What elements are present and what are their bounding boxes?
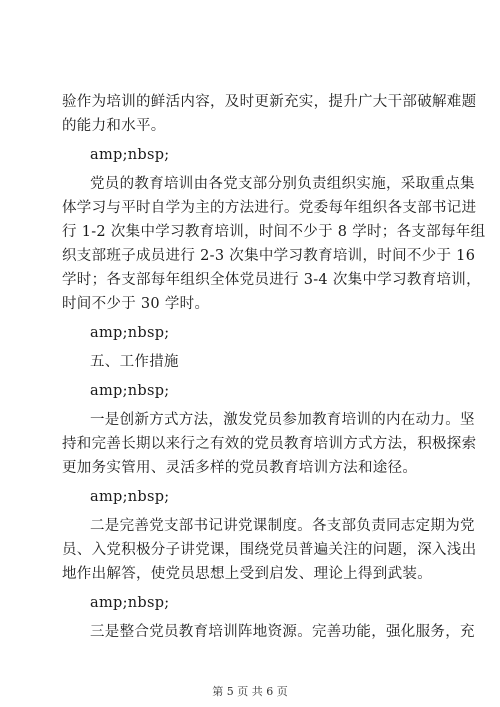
paragraph: [62, 379, 442, 403]
text-line: 验作为培训的鲜活内容，及时更新充实，提升广大干部破解难题: [62, 94, 477, 110]
paragraph: [62, 514, 477, 586]
text-line: amp;nbsp;: [90, 325, 170, 341]
text-line: 二是完善党支部书记讲党课制度。各支部负责同志定期为党: [90, 518, 475, 534]
paragraph: [62, 591, 442, 615]
text-line: 体学习与平时自学为主的方法进行。党委每年组织各支部书记进: [62, 200, 477, 216]
text-line: 时间不少于 30 学时。: [62, 296, 210, 312]
text-line: amp;nbsp;: [90, 595, 170, 611]
paragraph: [62, 143, 442, 167]
text-line: 学时；各支部每年组织全体党员进行 3-4 次集中学习教育培训，: [62, 272, 481, 288]
text-line: 的能力和水平。: [62, 118, 166, 134]
text-line: 三是整合党员教育培训阵地资源。完善功能，强化服务，充: [90, 624, 475, 640]
text-line: 党员的教育培训由各党支部分别负责组织实施，采取重点集: [90, 176, 475, 192]
text-line: 一是创新方式方法，激发党员参加教育培训的内在动力。坚: [90, 412, 475, 428]
paragraph: [62, 172, 486, 316]
document-body: [62, 90, 486, 649]
paragraph: [62, 90, 477, 138]
text-line: 行 1-2 次集中学习教育培训，时间不少于 8 学时；各支部每年组: [62, 224, 486, 240]
paragraph: [62, 350, 442, 374]
paragraph: [62, 408, 477, 480]
paragraph: [62, 620, 475, 644]
text-line: amp;nbsp;: [90, 489, 170, 505]
text-line: amp;nbsp;: [90, 383, 170, 399]
text-line: 地作出解答，使党员思想上受到启发、理论上得到武装。: [62, 566, 432, 582]
text-line: 织支部班子成员进行 2-3 次集中学习教育培训，时间不少于 16: [62, 248, 476, 264]
paragraph: [62, 485, 442, 509]
paragraph: [62, 321, 442, 345]
text-line: 更加务实管用、灵活多样的党员教育培训方法和途径。: [62, 460, 418, 476]
text-line: 持和完善长期以来行之有效的党员教育培训方式方法，积极探索: [62, 436, 477, 452]
text-line: amp;nbsp;: [90, 147, 170, 163]
text-line: 五、工作措施: [90, 354, 179, 370]
text-line: 员、入党积极分子讲党课，围绕党员普遍关注的问题，深入浅出: [62, 542, 477, 558]
page-footer: 第 5 页 共 6 页: [212, 685, 288, 698]
